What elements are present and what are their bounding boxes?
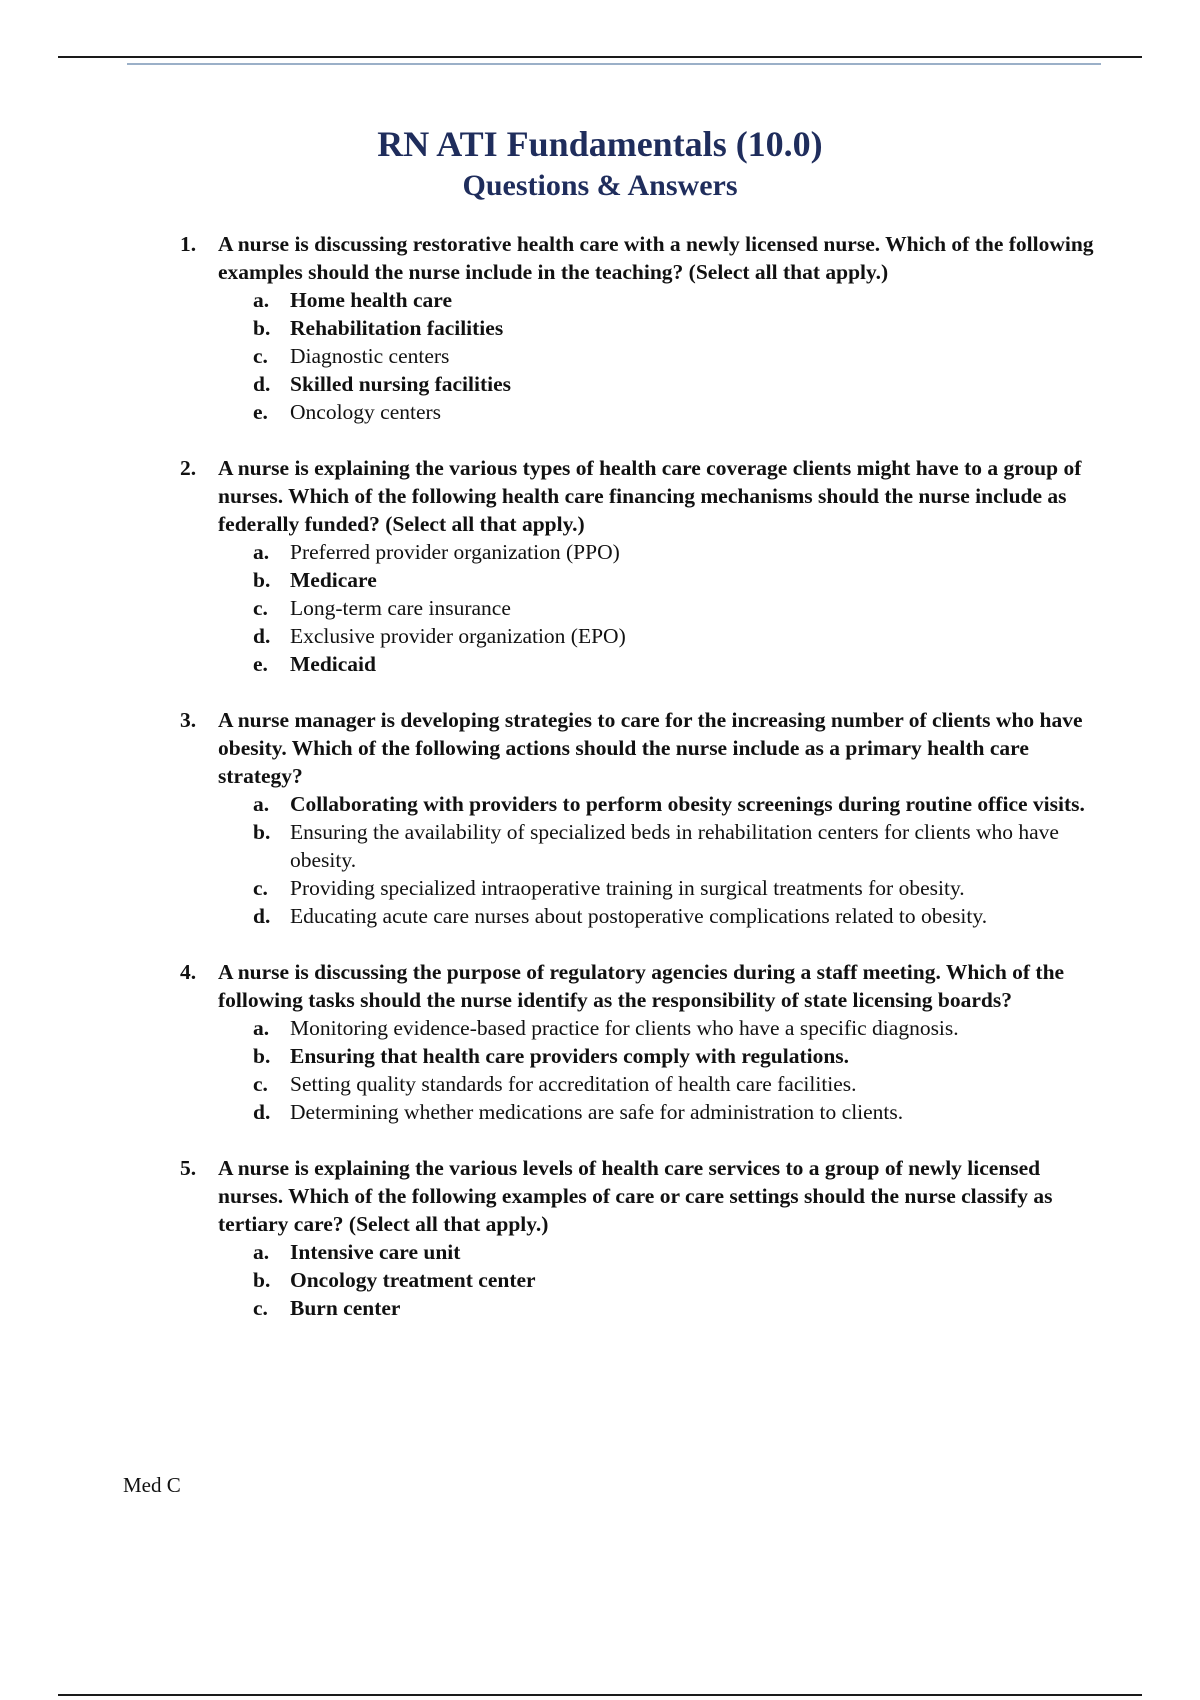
answer-options (218, 538, 1100, 678)
question-item (180, 706, 1100, 930)
option-text: Determining whether medications are safe for administration to clients. (290, 1100, 904, 1124)
option-letter: a. (253, 288, 270, 312)
option-letter: a. (253, 792, 270, 816)
question-item (180, 1154, 1100, 1322)
answer-options (218, 790, 1100, 930)
answer-option (218, 902, 1100, 930)
option-letter: b. (253, 316, 271, 340)
option-letter: a. (253, 540, 270, 564)
option-letter: e. (253, 652, 268, 676)
header-accent-rule (127, 63, 1101, 65)
question-number: 5. (180, 1156, 197, 1180)
answer-options (218, 286, 1100, 426)
answer-option (218, 370, 1100, 398)
option-text-correct: Intensive care unit (290, 1240, 461, 1264)
answer-option (218, 594, 1100, 622)
footer-note: Med C (123, 1473, 181, 1497)
answer-option (218, 398, 1100, 426)
option-letter: c. (253, 344, 268, 368)
document-title: RN ATI Fundamentals (10.0) (377, 124, 823, 164)
answer-option (218, 1014, 1100, 1042)
answer-option (218, 1294, 1100, 1322)
answer-option (218, 342, 1100, 370)
question-item (180, 230, 1100, 426)
option-text: Setting quality standards for accreditation of health care facilities. (290, 1072, 857, 1096)
option-letter: d. (253, 624, 271, 648)
question-number: 1. (180, 232, 197, 256)
option-text: Preferred provider organization (PPO) (290, 540, 620, 564)
option-text-correct: Collaborating with providers to perform obesity screenings during routine office visits. (290, 792, 1085, 816)
answer-option (218, 650, 1100, 678)
option-letter: e. (253, 400, 268, 424)
option-letter: b. (253, 820, 271, 844)
option-text-correct: Home health care (290, 288, 453, 312)
option-letter: c. (253, 1296, 268, 1320)
option-letter: b. (253, 1044, 271, 1068)
option-text-correct: Skilled nursing facilities (290, 372, 512, 396)
document-subtitle: Questions & Answers (462, 169, 738, 202)
answer-option (218, 622, 1100, 650)
option-letter: c. (253, 876, 268, 900)
option-letter: d. (253, 904, 271, 928)
question-number: 3. (180, 708, 197, 732)
question-number: 2. (180, 456, 197, 480)
option-text: Educating acute care nurses about postoperative complications related to obesity. (290, 904, 988, 928)
option-letter: d. (253, 1100, 271, 1124)
answer-options (218, 1014, 1100, 1126)
answer-option (218, 1098, 1100, 1126)
option-letter: b. (253, 1268, 271, 1292)
option-text: Providing specialized intraoperative training in surgical treatments for obesity. (290, 876, 965, 900)
option-text: Oncology centers (290, 400, 442, 424)
option-text: Monitoring evidence-based practice for clients who have a specific diagnosis. (290, 1016, 959, 1040)
question-stem: A nurse manager is developing strategies to care for the increasing number of clients who have obesity. Which of the following actions should the nurse include as a primary health care strategy? (218, 708, 1083, 788)
option-text-correct: Burn center (290, 1296, 401, 1320)
option-text-correct: Rehabilitation facilities (290, 316, 504, 340)
option-letter: c. (253, 1072, 268, 1096)
option-text: Exclusive provider organization (EPO) (290, 624, 626, 648)
option-text: Long-term care insurance (290, 596, 511, 620)
option-letter: a. (253, 1016, 270, 1040)
answer-option (218, 1266, 1100, 1294)
option-letter: c. (253, 596, 268, 620)
option-text: Ensuring the availability of specialized beds in rehabilitation centers for clients who have obesity. (290, 820, 1059, 872)
question-item (180, 958, 1100, 1126)
bottom-rule (58, 1694, 1142, 1696)
answer-option (218, 1042, 1100, 1070)
answer-option (218, 314, 1100, 342)
option-text-correct: Oncology treatment center (290, 1268, 536, 1292)
answer-option (218, 874, 1100, 902)
option-letter: a. (253, 1240, 270, 1264)
answer-option (218, 538, 1100, 566)
option-letter: b. (253, 568, 271, 592)
answer-option (218, 790, 1100, 818)
top-rule (58, 56, 1142, 58)
option-text: Diagnostic centers (290, 344, 450, 368)
answer-option (218, 1238, 1100, 1266)
question-stem: A nurse is explaining the various types of health care coverage clients might have to a group of nurses. Which of the following health care financing mechanisms should the nurse include as federally funded? (Select all that apply.) (218, 456, 1082, 536)
answer-option (218, 818, 1100, 874)
option-letter: d. (253, 372, 271, 396)
question-stem: A nurse is explaining the various levels of health care services to a group of newly licensed nurses. Which of the following examples of care or care settings should the nurse classify as tertiary care? (Select all that apply.) (218, 1156, 1053, 1236)
option-text-correct: Ensuring that health care providers comply with regulations. (290, 1044, 850, 1068)
question-item (180, 454, 1100, 678)
option-text-correct: Medicare (290, 568, 377, 592)
answer-option (218, 1070, 1100, 1098)
question-stem: A nurse is discussing restorative health care with a newly licensed nurse. Which of the following examples should the nurse include in the teaching? (Select all that apply.) (218, 232, 1094, 284)
answer-option (218, 286, 1100, 314)
question-number: 4. (180, 960, 197, 984)
answer-options (218, 1238, 1100, 1322)
question-stem: A nurse is discussing the purpose of regulatory agencies during a staff meeting. Which of the following tasks should the nurse identify as the responsibility of state licensing boards? (218, 960, 1065, 1012)
question-list (180, 230, 1100, 1350)
answer-option (218, 566, 1100, 594)
option-text-correct: Medicaid (290, 652, 376, 676)
